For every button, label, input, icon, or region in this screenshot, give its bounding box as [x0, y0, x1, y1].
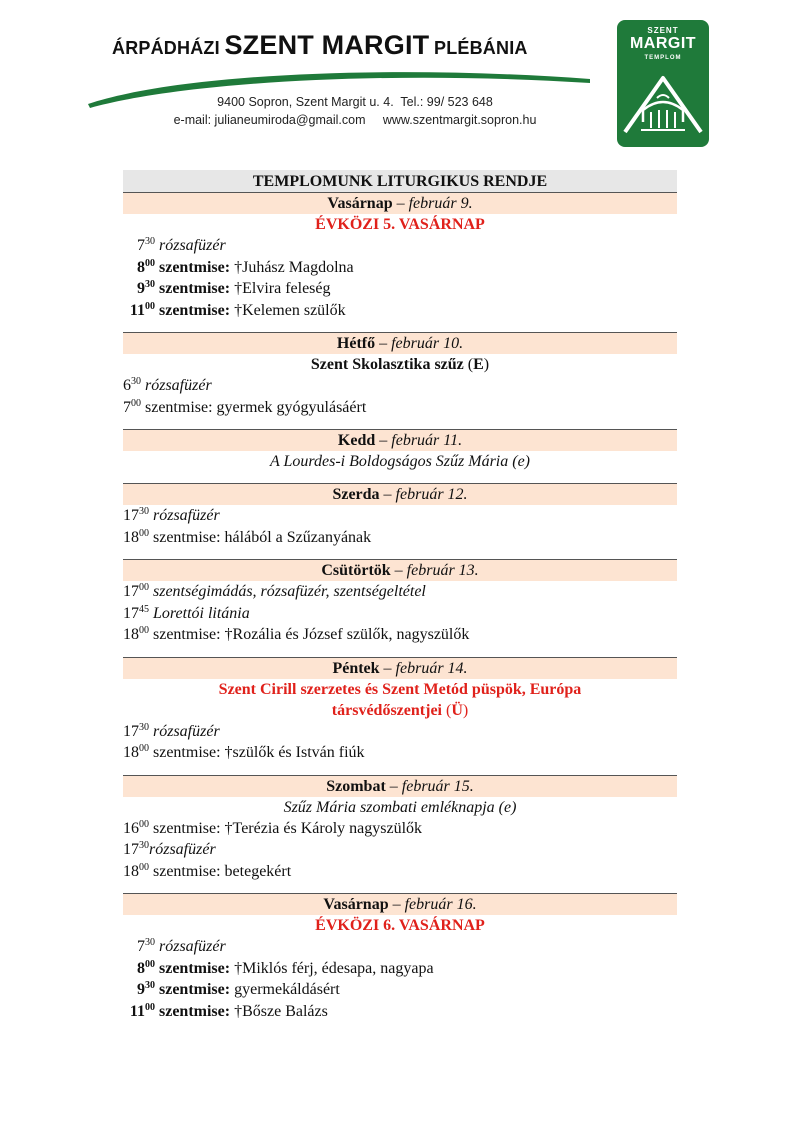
contact-line: e-mail: julianeumiroda@gmail.com www.szentmargit.sopron.hu: [173, 113, 537, 127]
day-date: – február 16.: [392, 896, 477, 913]
feast-title: [123, 354, 677, 375]
item-hour: 18: [123, 626, 139, 643]
liturgical-schedule: [123, 170, 677, 1022]
item-hour: 18: [123, 744, 139, 761]
parish-name-main: SZENT MARGIT: [224, 30, 430, 60]
item-minute: 00: [139, 527, 149, 539]
schedule-item: [123, 300, 677, 322]
schedule-item: [123, 861, 677, 883]
item-minute: 00: [145, 300, 155, 312]
item-label: szentmise:: [159, 258, 231, 276]
item-label: szentmise:: [159, 301, 231, 319]
item-hour: 7: [123, 398, 131, 416]
schedule-item: [123, 979, 677, 1001]
schedule-item: [123, 581, 677, 603]
item-detail: †Miklós férj, édesapa, nagyapa: [234, 959, 434, 977]
item-label: rózsafüzér: [145, 377, 212, 394]
item-hour: 16: [123, 819, 139, 837]
item-hour: 8: [137, 258, 145, 276]
schedule-item: [123, 603, 677, 625]
schedule-title: TEMPLOMUNK LITURGIKUS RENDJE: [123, 170, 677, 193]
day-header: [123, 775, 677, 797]
item-label: rózsafüzér: [159, 938, 226, 955]
schedule-item: [123, 257, 677, 279]
item-minute: 45: [139, 603, 149, 615]
item-hour: 9: [137, 981, 145, 998]
item-minute: 00: [139, 743, 149, 754]
day-date: – február 13.: [394, 562, 479, 579]
item-label: Lorettói litánia: [153, 604, 250, 622]
feast-title: Szűz Mária szombati emléknapja (e): [283, 798, 517, 816]
item-label: szentmise: gyermek gyógyulásáért: [145, 398, 367, 416]
item-label: szentmise: †Rozália és József szülők, nagyszülők: [153, 626, 470, 643]
schedule-item: [123, 958, 677, 980]
item-label: rózsafüzér: [159, 237, 226, 254]
item-detail: †Bősze Balázs: [234, 1002, 328, 1020]
item-minute: 00: [139, 582, 149, 593]
item-minute: 30: [145, 937, 155, 948]
feast-title: ÉVKÖZI 6. VASÁRNAP: [315, 917, 485, 934]
item-minute: 00: [139, 861, 149, 873]
item-hour: 8: [137, 959, 145, 977]
day-date: – február 12.: [383, 486, 468, 503]
day-name: Csütörtök: [321, 562, 391, 579]
church-building-icon: [617, 64, 709, 144]
item-hour: 17: [123, 583, 139, 600]
item-minute: 30: [139, 721, 149, 733]
item-hour: 7: [137, 237, 145, 254]
day-header: [123, 559, 677, 581]
item-label: rózsafüzér: [153, 507, 220, 524]
parish-name: [112, 30, 528, 61]
item-hour: 17: [123, 841, 139, 858]
item-label: szentmise:: [159, 959, 231, 977]
day-name: Vasárnap: [323, 896, 389, 913]
schedule-item: [123, 235, 677, 257]
item-minute: 30: [131, 376, 141, 387]
schedule-item: [123, 1001, 677, 1023]
day-header: [123, 429, 677, 451]
item-label: szentmise:: [159, 981, 231, 998]
feast-title: ÉVKÖZI 5. VASÁRNAP: [315, 216, 485, 233]
schedule-item: [123, 742, 677, 764]
day-name: Szombat: [326, 777, 386, 795]
item-hour: 9: [137, 280, 145, 297]
item-detail: †Elvira feleség: [234, 280, 331, 297]
item-minute: 30: [145, 236, 155, 247]
day-date: – február 10.: [379, 335, 464, 352]
schedule-item: [123, 818, 677, 840]
day-date: – február 11.: [379, 432, 463, 449]
schedule-item: [123, 375, 677, 397]
parish-name-suffix: PLÉBÁNIA: [434, 38, 528, 58]
day-date: – február 14.: [383, 659, 468, 677]
item-hour: 18: [123, 528, 139, 546]
item-minute: 00: [139, 818, 149, 830]
item-label: szentmise: betegekért: [153, 862, 292, 880]
item-label: szentmise: †szülők és István fiúk: [153, 744, 365, 761]
item-hour: 17: [123, 604, 139, 622]
schedule-item: [123, 278, 677, 300]
logo-sub-text: TEMPLOM: [644, 55, 682, 61]
feast-title-line2: [123, 700, 677, 721]
item-minute: 00: [145, 958, 155, 970]
item-minute: 30: [139, 840, 149, 851]
item-label: szentmise:: [159, 1002, 231, 1020]
feast-name: társvédőszentjei: [331, 701, 442, 719]
schedule-item: [123, 721, 677, 743]
item-label: szentségimádás, rózsafüzér, szentségeltétel: [153, 583, 426, 600]
feast-rank: (Ü): [445, 701, 469, 719]
item-label: szentmise: †Terézia és Károly nagyszülők: [153, 819, 423, 837]
logo-main-text: MARGIT: [629, 35, 697, 52]
day-name: Szerda: [332, 486, 380, 503]
item-detail: †Juhász Magdolna: [234, 258, 354, 276]
schedule-item: [123, 839, 677, 861]
item-hour: 18: [123, 862, 139, 880]
day-name: Vasárnap: [327, 195, 393, 212]
item-minute: 00: [145, 257, 155, 269]
item-label: rózsafüzér: [149, 841, 216, 858]
logo-top-text: SZENT: [647, 26, 679, 35]
day-date: – február 9.: [396, 195, 473, 212]
schedule-item: [123, 624, 677, 646]
item-minute: 30: [145, 980, 155, 991]
item-hour: 7: [137, 938, 145, 955]
item-hour: 11: [129, 301, 145, 319]
item-label: szentmise: hálából a Szűzanyának: [153, 528, 372, 546]
day-name: Péntek: [332, 659, 380, 677]
day-name: Hétfő: [336, 335, 376, 352]
feast-rank: (E): [467, 356, 490, 373]
item-detail: †Kelemen szülők: [234, 301, 346, 319]
day-header: [123, 657, 677, 679]
day-header: [123, 193, 677, 214]
feast-title-line1: Szent Cirill szerzetes és Szent Metód püspök, Európa: [218, 680, 582, 698]
item-label: szentmise:: [159, 280, 231, 297]
item-label: rózsafüzér: [153, 722, 220, 740]
feast-title: A Lourdes-i Boldogságos Szűz Mária (e): [270, 453, 530, 470]
day-date: – február 15.: [389, 777, 474, 795]
day-header: [123, 332, 677, 354]
schedule-item: [123, 397, 677, 419]
item-minute: 30: [145, 279, 155, 290]
item-hour: 17: [123, 507, 139, 524]
day-name: Kedd: [337, 432, 376, 449]
item-minute: 30: [139, 506, 149, 517]
item-minute: 00: [139, 625, 149, 636]
letterhead: [0, 0, 800, 160]
item-minute: 00: [131, 397, 141, 409]
day-header: [123, 893, 677, 915]
schedule-item: [123, 936, 677, 958]
item-detail: gyermekáldásért: [234, 981, 340, 998]
day-header: [123, 483, 677, 505]
item-hour: 6: [123, 377, 131, 394]
item-minute: 00: [145, 1001, 155, 1013]
item-hour: 11: [129, 1002, 145, 1020]
schedule-item: [123, 527, 677, 549]
parish-name-prefix: ÁRPÁDHÁZI: [112, 38, 220, 58]
church-logo: [617, 20, 709, 147]
schedule-item: [123, 505, 677, 527]
address-line: 9400 Sopron, Szent Margit u. 4. Tel.: 99/ 523 648: [217, 95, 493, 109]
item-hour: 17: [123, 722, 139, 740]
feast-name: Szent Skolasztika szűz: [310, 356, 464, 373]
